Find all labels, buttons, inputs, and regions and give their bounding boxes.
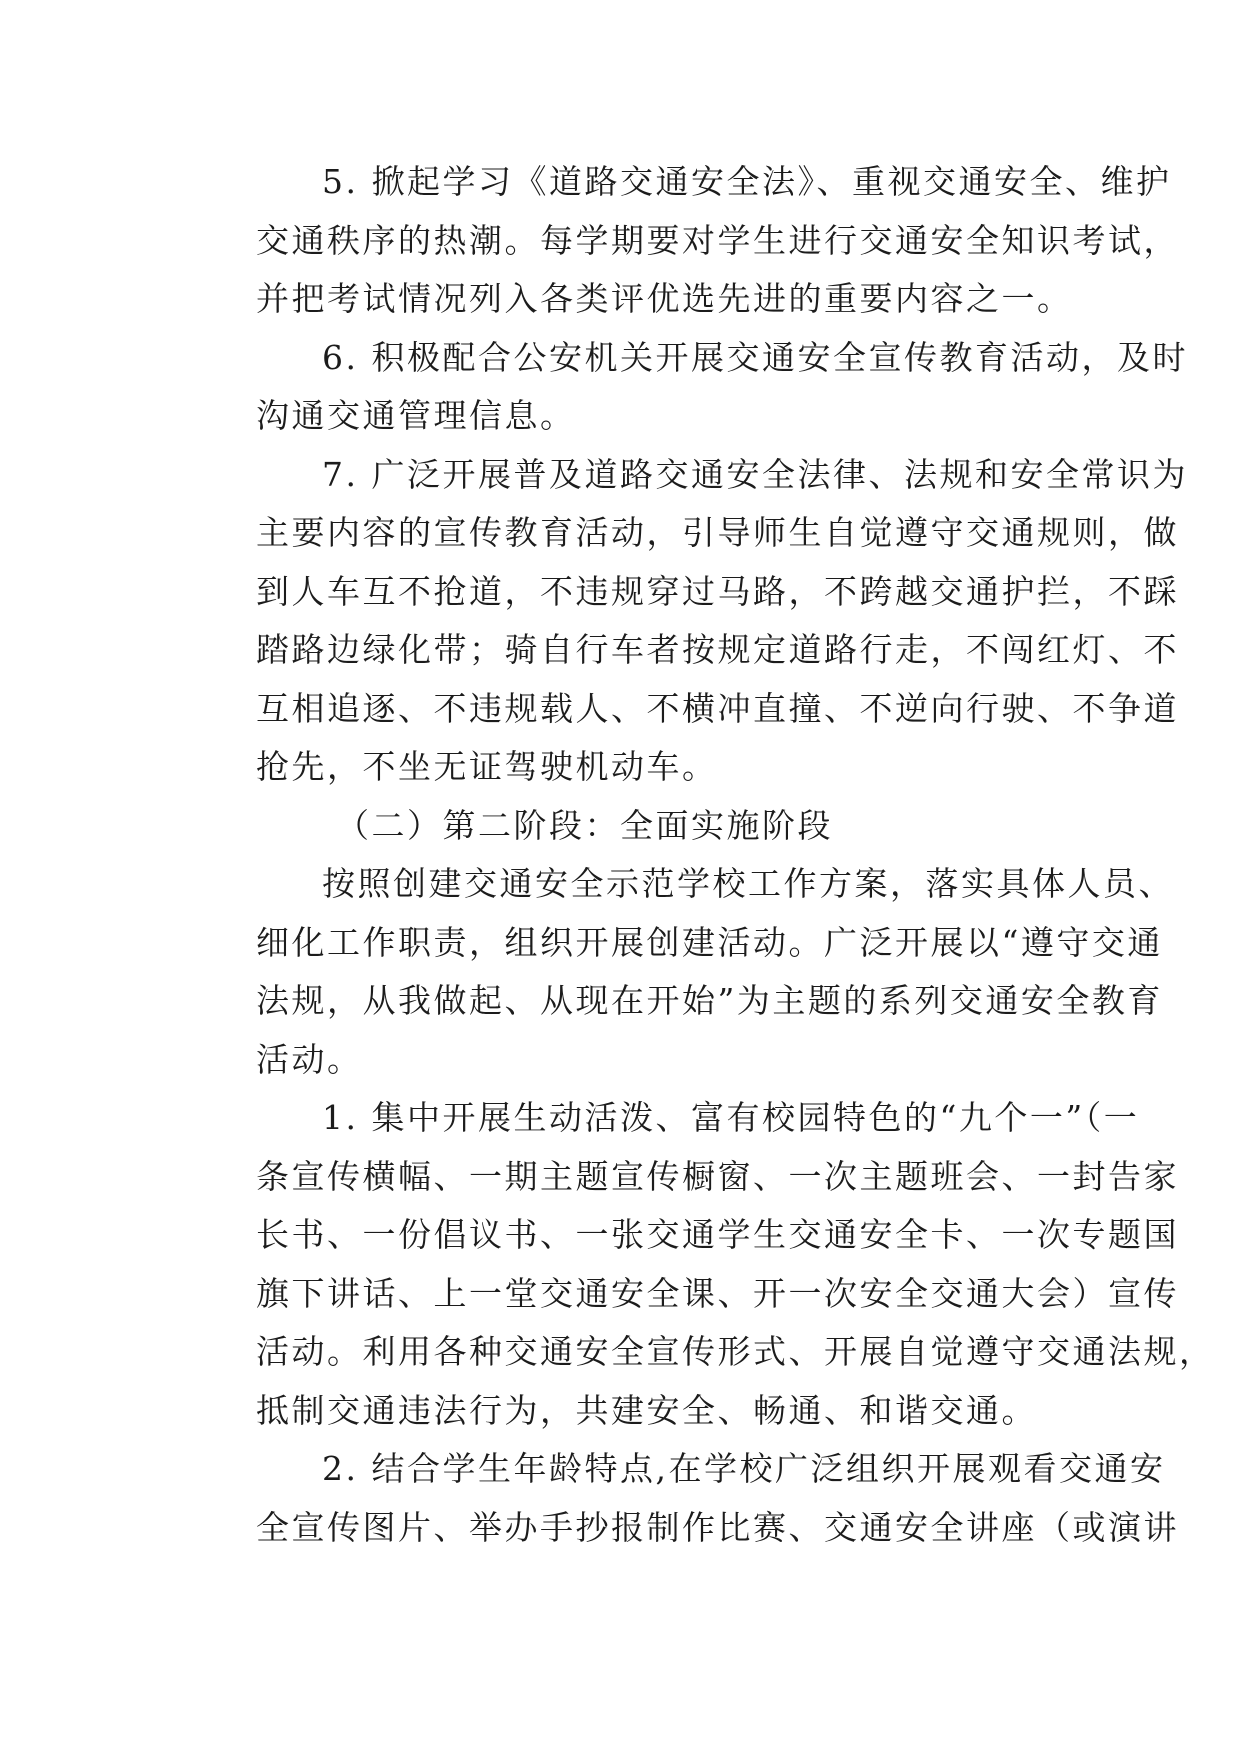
text-line: 7. 广泛开展普及道路交通安全法律、法规和安全常识为	[322, 454, 1188, 494]
section-title: （二）第二阶段：全面实施阶段	[336, 805, 833, 845]
text-line: 抢先，不坐无证驾驶机动车。	[256, 747, 718, 786]
paragraph-intro	[190, 855, 1174, 1089]
text-line: 并把考试情况列入各类评优选先进的重要内容之一。	[256, 279, 1073, 318]
section-heading	[190, 797, 1060, 856]
text-line: 法规，从我做起、从现在开始”为主题的系列交通安全教育	[256, 981, 1163, 1020]
text-line: 细化工作职责，组织开展创建活动。广泛开展以“遵守交通	[256, 922, 1163, 962]
paragraph-item-6	[190, 329, 1188, 446]
text-line: 6. 积极配合公安机关开展交通安全宣传教育活动，及时	[322, 337, 1188, 377]
paragraph-item-5	[190, 153, 1179, 329]
text-line: 沟通交通管理信息。	[256, 396, 576, 435]
text-line: 到人车互不抢道，不违规穿过马路，不跨越交通护拦，不踩	[256, 571, 1179, 611]
text-line: 1. 集中开展生动活泼、富有校园特色的“九个一”（一	[322, 1098, 1140, 1137]
text-line: 活动。利用各种交通安全宣传形式、开展自觉遵守交通法规，	[256, 1332, 1215, 1371]
text-line: 旗下讲话、上一堂交通安全课、开一次安全交通大会）宣传	[256, 1273, 1179, 1313]
text-line: 2. 结合学生年龄特点,在学校广泛组织开展观看交通安	[322, 1449, 1166, 1488]
text-line: 长书、一份倡议书、一张交通学生交通安全卡、一次专题国	[256, 1215, 1179, 1254]
text-line: 抵制交通违法行为，共建安全、畅通、和谐交通。	[256, 1390, 1037, 1430]
document-body	[190, 153, 1215, 1557]
text-line: 活动。	[256, 1039, 363, 1079]
text-line: 全宣传图片、举办手抄报制作比赛、交通安全讲座（或演讲	[256, 1507, 1179, 1547]
text-line: 条宣传横幅、一期主题宣传橱窗、一次主题班会、一封告家	[256, 1156, 1179, 1196]
text-line: 踏路边绿化带；骑自行车者按规定道路行走，不闯红灯、不	[256, 630, 1179, 669]
text-line: 交通秩序的热潮。每学期要对学生进行交通安全知识考试，	[256, 220, 1179, 260]
paragraph-item-1	[190, 1089, 1215, 1440]
text-line: 互相追逐、不违规载人、不横冲直撞、不逆向行驶、不争道	[256, 688, 1179, 728]
paragraph-item-7	[190, 446, 1188, 797]
text-line: 按照创建交通安全示范学校工作方案，落实具体人员、	[322, 864, 1174, 903]
paragraph-item-2	[190, 1440, 1179, 1557]
text-line: 5. 掀起学习《道路交通安全法》、重视交通安全、维护	[322, 162, 1172, 201]
text-line: 主要内容的宣传教育活动，引导师生自觉遵守交通规则，做	[256, 513, 1179, 552]
